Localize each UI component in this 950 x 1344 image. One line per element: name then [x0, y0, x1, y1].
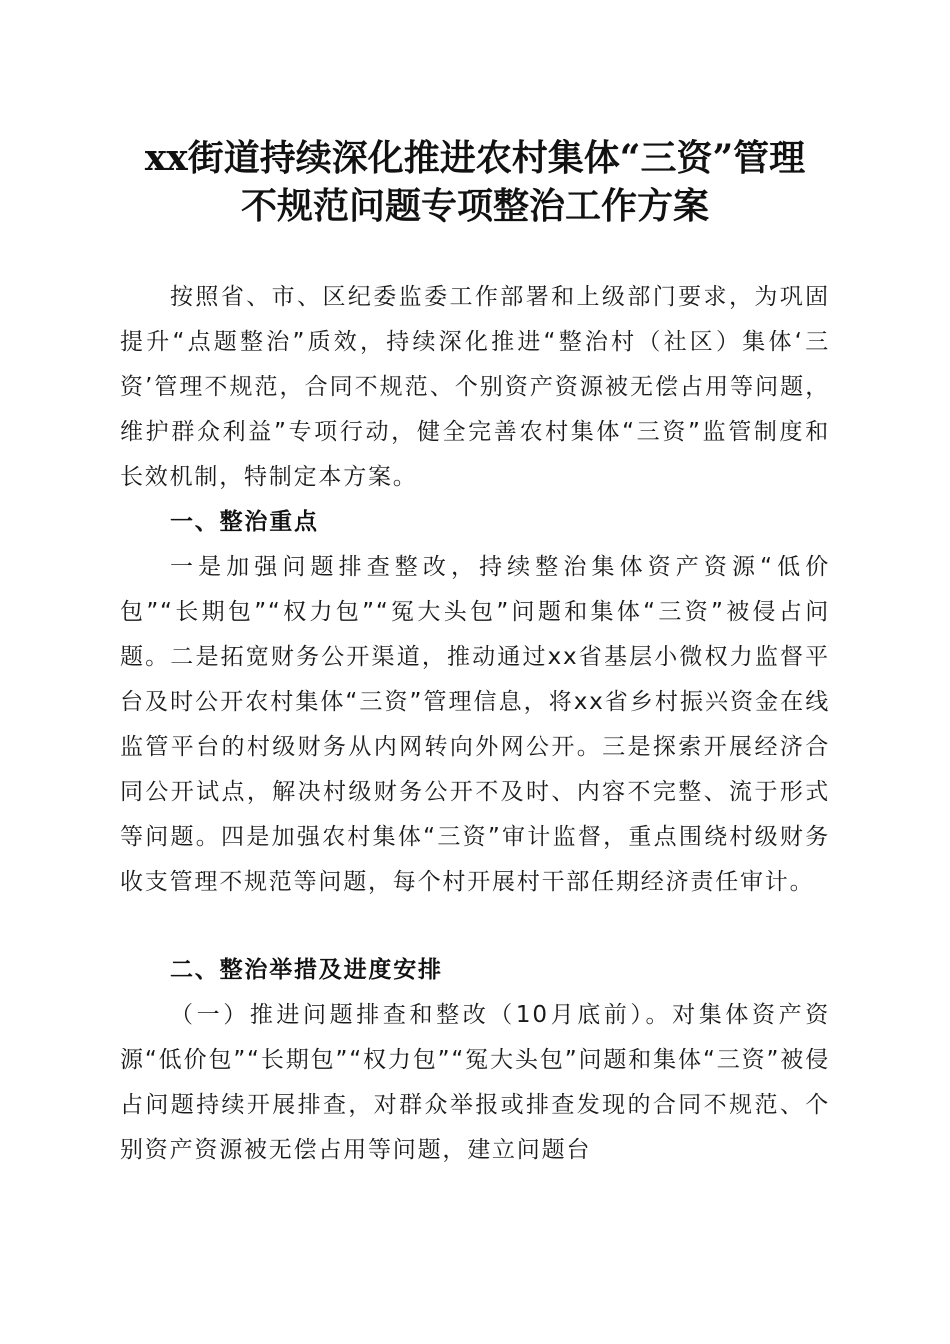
intro-paragraph: 按照省、市、区纪委监委工作部署和上级部门要求，为巩固提升“点题整治”质效，持续深化推进“整治村（社区）集体‘三资’管理不规范，合同不规范、个别资产资源被无偿占用等问题，维护群众利益”专项行动，健全完善农村集体“三资”监管制度和长效机制，特制定本方案。	[120, 284, 830, 490]
document-title-line-1: xx街道持续深化推进农村集体“三资”管理	[144, 137, 806, 179]
section-heading-focus: 一、整治重点	[170, 509, 319, 535]
section-heading-measures: 二、整治举措及进度安排	[170, 957, 443, 983]
section-focus-paragraph: 一是加强问题排查整改，持续整治集体资产资源“低价包”“长期包”“权力包”“冤大头包”问题和集体“三资”被侵占问题。二是拓宽财务公开渠道，推动通过xx省基层小微权力监督平台及时公开农村集体“三资”管理信息，将xx省乡村振兴资金在线监管平台的村级财务从内网转向外网公开。三是探索开展经济合同公开试点，解决村级财务公开不及时、内容不完整、流于形式等问题。四是加强农村集体“三资”审计监督，重点围绕村级财务收支管理不规范等问题，每个村开展村干部任期经济责任审计。	[120, 554, 830, 895]
section-measures-paragraph: （一）推进问题排查和整改（10月底前）。对集体资产资源“低价包”“长期包”“权力包”“冤大头包”问题和集体“三资”被侵占问题持续开展排查，对群众举报或排查发现的合同不规范、个别资产资源被无偿占用等问题，建立问题台	[120, 1002, 830, 1163]
document-title-line-2: 不规范问题专项整治工作方案	[240, 185, 709, 227]
